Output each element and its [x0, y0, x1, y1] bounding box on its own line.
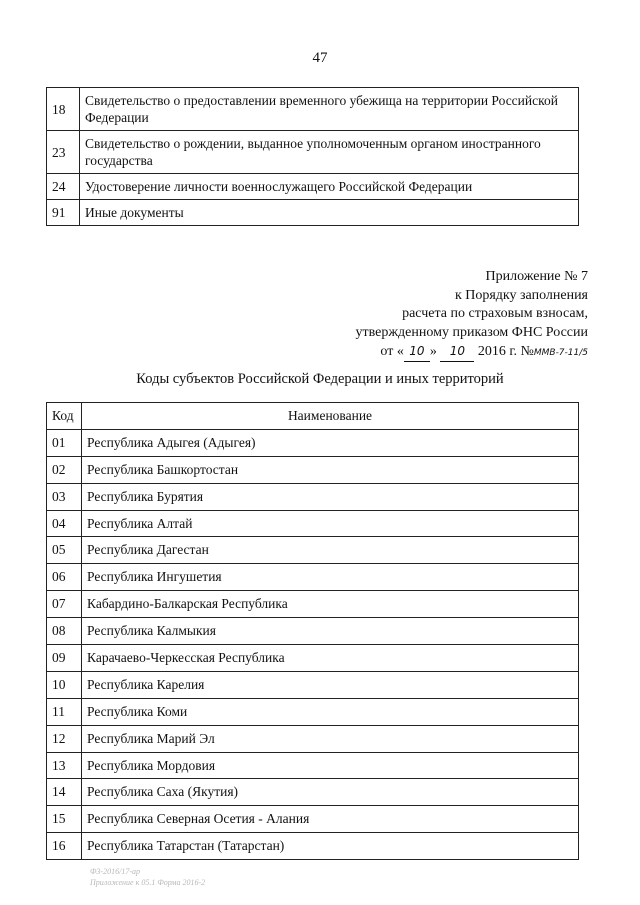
table-row — [47, 779, 579, 806]
row-name: Свидетельство о предоставлении временного убежища на территории Российской Федерации — [80, 88, 579, 131]
row-code: 14 — [47, 779, 82, 806]
table-row — [47, 752, 579, 779]
row-code: 11 — [47, 698, 82, 725]
row-name: Республика Мордовия — [82, 752, 579, 779]
table-row — [47, 833, 579, 860]
row-code: 13 — [47, 752, 82, 779]
table-row — [47, 131, 579, 174]
row-code: 05 — [47, 537, 82, 564]
row-name: Свидетельство о рождении, выданное уполномоченным органом иностранного государства — [80, 131, 579, 174]
row-code: 23 — [47, 131, 80, 174]
table-row — [47, 671, 579, 698]
row-code: 10 — [47, 671, 82, 698]
footer-stamp-line-2: Приложение к 05.1 Форма 2016-2 — [90, 878, 206, 887]
row-code: 18 — [47, 88, 80, 131]
row-name: Республика Алтай — [82, 510, 579, 537]
table-row — [47, 645, 579, 672]
row-code: 04 — [47, 510, 82, 537]
row-code: 01 — [47, 429, 82, 456]
date-year: 2016 г. № — [477, 344, 534, 359]
table-row — [47, 88, 579, 131]
row-code: 07 — [47, 591, 82, 618]
row-code: 12 — [47, 725, 82, 752]
document-type-table — [46, 87, 579, 226]
appendix-line-2: к Порядку заполнения — [454, 287, 588, 303]
row-code: 15 — [47, 806, 82, 833]
row-code: 09 — [47, 645, 82, 672]
table-row — [47, 200, 579, 226]
footer-stamp — [90, 866, 205, 888]
table-row — [47, 806, 579, 833]
table-row — [47, 456, 579, 483]
date-mid: » — [429, 344, 437, 359]
row-name: Республика Бурятия — [82, 483, 579, 510]
table-row — [47, 618, 579, 645]
date-prefix: от « — [380, 344, 404, 359]
appendix-line-1: Приложение № 7 — [485, 269, 588, 284]
page-number: 47 — [312, 50, 328, 66]
row-name: Республика Татарстан (Татарстан) — [82, 833, 579, 860]
row-code: 08 — [47, 618, 82, 645]
appendix-date-line — [356, 342, 588, 363]
row-name: Республика Башкортостан — [82, 456, 579, 483]
row-name: Республика Коми — [82, 698, 579, 725]
header-code: Код — [47, 403, 82, 430]
appendix-line-4: утвержденному приказом ФНС России — [355, 324, 588, 340]
date-day: 10 — [404, 342, 430, 362]
section-title: Коды субъектов Российской Федерации и иных территорий — [136, 371, 504, 387]
table-row — [47, 174, 579, 200]
row-name: Республика Адыгея (Адыгея) — [82, 429, 579, 456]
appendix-header — [356, 268, 588, 363]
appendix-line-3: расчета по страховым взносам, — [402, 306, 588, 321]
table-header-row — [47, 403, 579, 430]
row-name: Республика Марий Эл — [82, 725, 579, 752]
row-name: Республика Северная Осетия - Алания — [82, 806, 579, 833]
row-name: Удостоверение личности военнослужащего Российской Федерации — [80, 174, 579, 200]
table-row — [47, 429, 579, 456]
footer-stamp-line-1: Ф3-2016/17-ар — [90, 867, 140, 876]
row-code: 24 — [47, 174, 80, 200]
row-code: 16 — [47, 833, 82, 860]
table-row — [47, 483, 579, 510]
row-name: Республика Карелия — [82, 671, 579, 698]
table-row — [47, 564, 579, 591]
row-name: Карачаево-Черкесская Республика — [82, 645, 579, 672]
region-codes-table — [46, 402, 579, 860]
table-row — [47, 725, 579, 752]
row-code: 06 — [47, 564, 82, 591]
row-name: Республика Саха (Якутия) — [82, 779, 579, 806]
row-name: Республика Ингушетия — [82, 564, 579, 591]
table-row — [47, 698, 579, 725]
order-number: ММВ-7-11/5 — [533, 348, 588, 358]
row-name: Республика Калмыкия — [82, 618, 579, 645]
header-name: Наименование — [82, 403, 579, 430]
row-code: 03 — [47, 483, 82, 510]
row-code: 91 — [47, 200, 80, 226]
date-month: 10 — [440, 342, 474, 362]
row-code: 02 — [47, 456, 82, 483]
row-name: Кабардино-Балкарская Республика — [82, 591, 579, 618]
row-name: Республика Дагестан — [82, 537, 579, 564]
table-row — [47, 591, 579, 618]
row-name: Иные документы — [80, 200, 579, 226]
table-row — [47, 510, 579, 537]
table-row — [47, 537, 579, 564]
